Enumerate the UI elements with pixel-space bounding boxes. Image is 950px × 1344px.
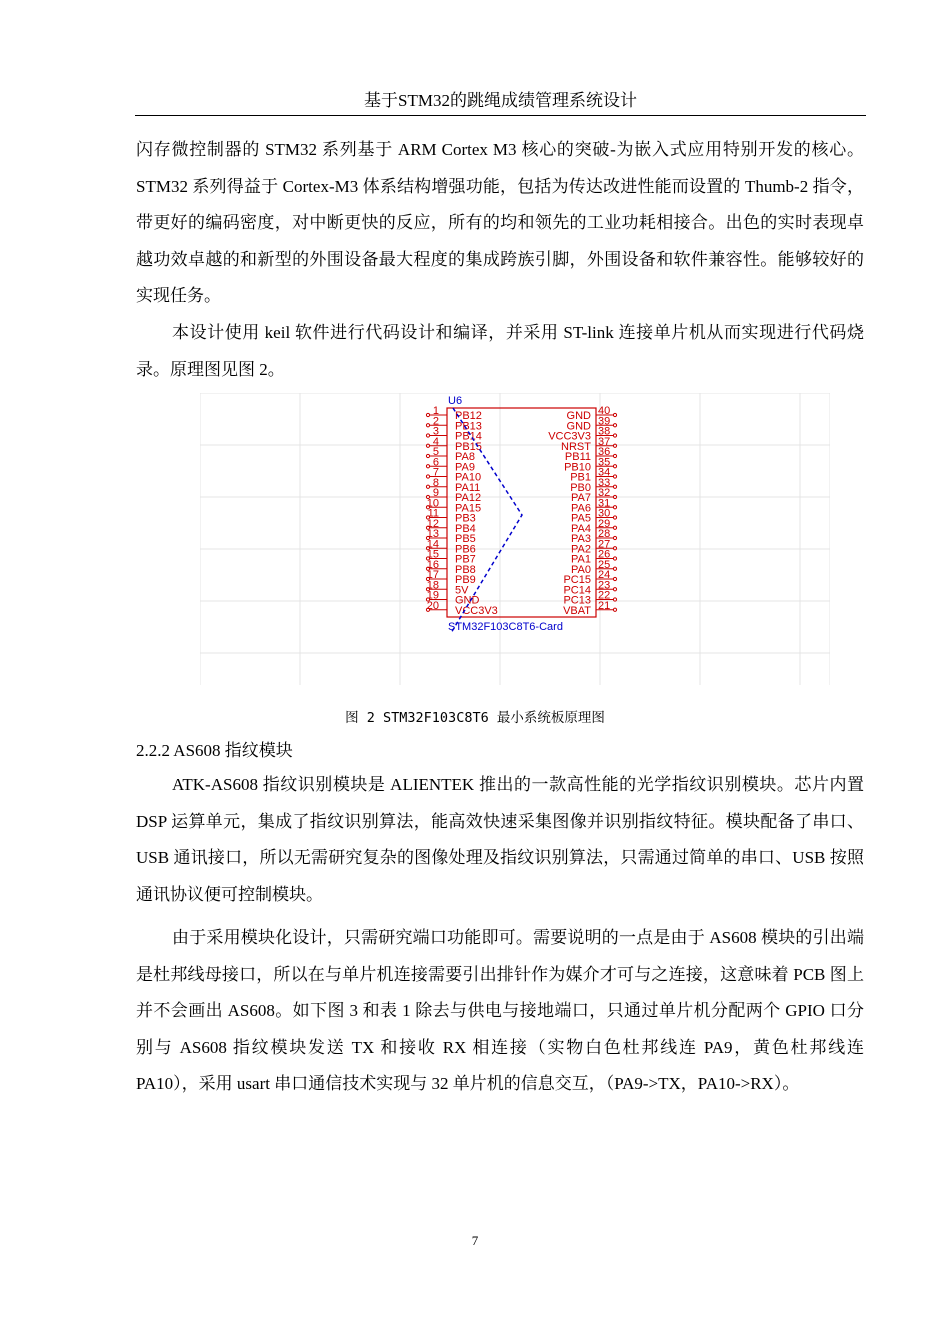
pin-name-left: PB6 [455, 543, 476, 556]
pin-name-left: PB14 [455, 430, 482, 443]
pin-end-right [613, 506, 616, 509]
pin-number-left: 1 [432, 405, 439, 417]
pin-number-left: 11 [427, 507, 439, 520]
pin-end-right [613, 598, 616, 601]
pin-name-right: PA6 [571, 502, 591, 515]
running-header: 基于STM32的跳绳成绩管理系统设计 [364, 91, 637, 110]
pin-name-right: PC15 [563, 574, 591, 586]
pin-end-right [613, 424, 616, 427]
pin-end-right [613, 454, 616, 457]
pin-name-left: PB5 [455, 533, 476, 545]
pin-name-left: PB7 [455, 553, 476, 566]
paragraph-stm32-intro: 闪存微控制器的 STM32 系列基于 ARM Cortex M3 核心的突破-为嵌入式应用特别开发的核心。STM32 系列得益于 Cortex-M3 体系结构增强功能，包括为传达改进性能而设置的 Thumb-2 指令，带更好的编码密度，对中断更快的反应，所有的均和领先的工业功耗相接合。出色的实时表现卓越功效卓越的和新型的外围设备最大程度的集成跨族引脚，外围设备和软件兼容性。能够较好的实现任务。 [136, 140, 864, 305]
pin-number-right: 34 [598, 466, 611, 479]
pin-number-left: 6 [432, 456, 439, 469]
pin-name-left: PA12 [455, 492, 482, 504]
pin-end-right [613, 526, 616, 529]
paragraph-as608-intro: ATK-AS608 指纹识别模块是 ALIENTEK 推出的一款高性能的光学指纹识别模块。芯片内置 DSP 运算单元，集成了指纹识别算法，能高效快速采集图像并识别指纹特征。模块配备了串口、USB 通讯接口，所以无需研究复杂的图像处理及指纹识别算法，只需通过简单的串口、USB 按照通讯协议便可控制模块。 [136, 775, 864, 904]
pin-number-right: 22 [598, 589, 611, 602]
pin-end-right [613, 608, 616, 611]
pin-number-right: 35 [598, 456, 611, 469]
pin-end-right [613, 577, 616, 580]
pin-number-right: 40 [598, 405, 611, 417]
pin-number-left: 13 [426, 528, 439, 540]
pin-end-left [426, 413, 429, 416]
section-heading: 2.2.2 AS608 指纹模块 [136, 741, 293, 760]
pin-name-left: PB9 [455, 574, 476, 586]
pin-name-right: PB10 [564, 461, 591, 474]
pin-number-left: 18 [426, 579, 439, 592]
pin-name-right: PB0 [570, 481, 591, 494]
schematic-svg [200, 393, 830, 685]
pin-number-left: 10 [426, 497, 439, 510]
pin-name-left: PB15 [455, 440, 482, 453]
pin-end-right [613, 588, 616, 591]
pin-name-left: PB8 [455, 563, 476, 576]
pin-name-right: PC14 [563, 584, 591, 597]
pin-name-right: VBAT [563, 604, 591, 617]
pin-number-left: 20 [426, 599, 439, 612]
pin-end-right [613, 475, 616, 478]
page-number: 7 [471, 1233, 479, 1248]
pin-end-right [613, 465, 616, 468]
pin-number-right: 37 [598, 435, 611, 448]
pin-name-right: GND [566, 410, 591, 422]
pin-number-left: 3 [432, 425, 439, 438]
pin-end-right [613, 413, 616, 416]
designator-label: U6 [448, 395, 463, 407]
pin-end-right [613, 567, 616, 570]
pin-number-right: 33 [598, 476, 611, 489]
pin-end-right [613, 536, 616, 539]
pin-number-right: 25 [598, 558, 611, 571]
pin-end-left [426, 475, 429, 478]
pin-end-left [426, 424, 429, 427]
pin-name-left: VCC3V3 [455, 604, 498, 617]
pin-number-right: 30 [598, 507, 611, 520]
pin-name-right: PA3 [571, 533, 591, 545]
pin-name-right: VCC3V3 [548, 430, 591, 443]
pin-number-right: 36 [598, 446, 611, 458]
pin-name-right: PA5 [571, 512, 591, 525]
pin-name-left: PA15 [455, 502, 482, 515]
pin-name-left: PB13 [455, 420, 482, 433]
pin-end-right [613, 444, 616, 447]
schematic-figure [200, 393, 830, 685]
pin-number-right: 21 [598, 599, 611, 612]
paragraph-as608-connection: 由于采用模块化设计，只需研究端口功能即可。需要说明的一点是由于 AS608 模块的引出端是杜邦线母接口，所以在与单片机连接需要引出排针作为媒介才可与之连接，这意味着 PCB 图上并不会画出 AS608。如下图 3 和表 1 除去与供电与接地端口，只通过单片机分配两个 GPIO 口分别与 AS608 指纹模块发送 TX 和接收 RX 相连接（实物白色杜邦线连 PA9，黄色杜邦线连 PA10），采用 usart 串口通信技术实现与 32 单片机的信息交互，（PA9->TX，PA10->RX）。 [136, 928, 864, 1093]
part-name-label: STM32F103C8T6-Card [448, 621, 563, 633]
figure-caption: 图 2 STM32F103C8T6 最小系统板原理图 [345, 710, 605, 726]
pin-name-right: NRST [561, 440, 591, 453]
pin-number-left: 9 [432, 487, 439, 499]
pin-name-right: PA2 [571, 543, 591, 556]
pin-number-left: 4 [432, 435, 439, 448]
pin-name-left: PA9 [455, 461, 475, 474]
pin-number-right: 31 [598, 497, 611, 510]
pin-end-right [613, 547, 616, 550]
pin-name-right: PA0 [571, 563, 591, 576]
pin-end-right [613, 485, 616, 488]
pin-name-right: PB11 [564, 451, 591, 463]
pin-number-right: 32 [598, 487, 611, 499]
pin-number-left: 2 [432, 415, 439, 428]
pin-number-left: 14 [426, 538, 439, 551]
pin-end-right [613, 557, 616, 560]
pin-number-left: 19 [426, 589, 439, 602]
pin-name-left: PB3 [455, 512, 476, 525]
pin-end-left [426, 444, 429, 447]
pin-number-right: 26 [598, 548, 611, 561]
pin-end-left [426, 434, 429, 437]
header-rule [135, 115, 866, 116]
pin-number-left: 5 [432, 446, 439, 458]
pin-end-left [426, 485, 429, 488]
pin-end-right [613, 516, 616, 519]
pin-end-left [426, 465, 429, 468]
pin-number-left: 8 [432, 476, 439, 489]
pin-number-left: 16 [426, 558, 439, 571]
paragraph-keil-design: 本设计使用 keil 软件进行代码设计和编译，并采用 ST-link 连接单片机从而实现进行代码烧录。原理图见图 2。 [136, 323, 864, 379]
pin-number-left: 17 [426, 569, 439, 581]
pin-name-left: 5V [455, 584, 469, 597]
pin-name-right: GND [566, 420, 591, 433]
pin-name-right: PA7 [571, 492, 591, 504]
pin-name-right: PA4 [571, 522, 591, 535]
pin-number-right: 29 [598, 517, 611, 530]
pin-name-left: PB12 [455, 410, 482, 422]
pin-end-left [426, 454, 429, 457]
pin-number-left: 7 [432, 466, 439, 479]
pin-number-right: 28 [598, 528, 611, 540]
pin-name-right: PA1 [571, 553, 591, 566]
pin-number-right: 27 [598, 538, 611, 551]
pin-name-left: GND [455, 594, 480, 607]
pin-number-left: 15 [426, 548, 439, 561]
pin-name-left: PA10 [455, 471, 482, 484]
pin-number-right: 24 [598, 569, 611, 581]
pin-name-left: PA11 [455, 481, 481, 494]
pin-number-right: 39 [598, 415, 611, 428]
pin-name-right: PB1 [570, 471, 591, 484]
pin-name-left: PB4 [455, 522, 476, 535]
pin-name-left: PA8 [455, 451, 475, 463]
pin-number-right: 23 [598, 579, 611, 592]
pin-number-right: 38 [598, 425, 611, 438]
pin-end-right [613, 434, 616, 437]
pin-name-right: PC13 [563, 594, 591, 607]
pin-number-left: 12 [426, 517, 439, 530]
